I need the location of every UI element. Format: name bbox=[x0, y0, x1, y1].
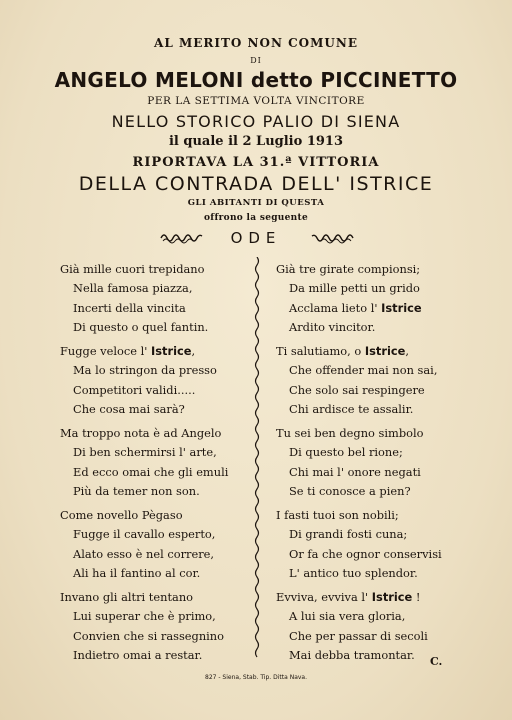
verse-line: Chi mai l' onore negati bbox=[289, 464, 421, 479]
verse-line: Già mille cuori trepidano bbox=[60, 262, 205, 276]
verse-line: Tu sei ben degno simbolo bbox=[276, 426, 424, 440]
verse-line: Ma lo stringon da presso bbox=[73, 363, 217, 378]
printer-imprint: 827 - Siena, Stab. Tip. Ditta Nava. bbox=[205, 674, 307, 681]
verse-line: Più da temer non son. bbox=[73, 483, 200, 498]
victory-count-line: PER LA SETTIMA VOLTA VINCITORE bbox=[147, 95, 365, 107]
verse-line: Di ben schermirsi l' arte, bbox=[73, 445, 217, 460]
verse-line: Evviva, evviva l' Istrice ! bbox=[276, 590, 421, 604]
verse-line: Alato esso è nel correre, bbox=[73, 546, 215, 561]
verse-line: Indietro omai a restar. bbox=[73, 647, 203, 662]
verse-line: Che cosa mai sarà? bbox=[73, 401, 185, 416]
verse-line: Che solo sai respingere bbox=[289, 382, 425, 397]
verse-line: Ma troppo nota è ad Angelo bbox=[60, 426, 222, 440]
verse-line: I fasti tuoi son nobili; bbox=[276, 508, 399, 522]
verse-line: Or fa che ognor conservisi bbox=[289, 546, 442, 561]
stanza bbox=[276, 260, 466, 342]
verse-line: Come novello Pègaso bbox=[60, 508, 183, 522]
stanza bbox=[60, 342, 260, 424]
verse-line: Da mille petti un grido bbox=[289, 281, 420, 296]
stanza bbox=[60, 506, 260, 588]
verse-line: Di questo bel rione; bbox=[289, 445, 403, 460]
stanza bbox=[276, 506, 466, 588]
left-flourish-ornament bbox=[160, 232, 204, 244]
right-flourish-ornament bbox=[310, 232, 354, 244]
victory-line: RIPORTAVA LA 31.ª VITTORIA bbox=[132, 155, 380, 170]
palio-line: NELLO STORICO PALIO DI SIENA bbox=[111, 112, 401, 131]
stanza bbox=[276, 342, 466, 424]
verse-line: Mai debba tramontar. bbox=[289, 647, 415, 662]
verse-line: L' antico tuo splendor. bbox=[289, 565, 418, 580]
verse-line: A lui sia vera gloria, bbox=[289, 609, 406, 624]
verse-line: Se ti conosce a pien? bbox=[289, 483, 411, 498]
verse-line: Convien che si rassegnino bbox=[73, 628, 225, 643]
verse-line: Che offender mai non sai, bbox=[289, 363, 438, 378]
verse-line: Fugge veloce l' Istrice, bbox=[60, 344, 196, 358]
verse-line: Di grandi fosti cuna; bbox=[289, 527, 408, 542]
verse-line: Che per passar di secoli bbox=[289, 628, 428, 643]
verse-line: Ed ecco omai che gli emuli bbox=[73, 464, 229, 479]
honoree-name: ANGELO MELONI detto PICCINETTO bbox=[54, 68, 458, 92]
verse-line: Già tre girate compionsi; bbox=[276, 262, 421, 276]
verse-line: Competitori validi..... bbox=[73, 382, 196, 397]
verse-line: Invano gli altri tentano bbox=[60, 590, 194, 604]
poem-right-column bbox=[276, 260, 466, 670]
verse-line: Nella famosa piazza, bbox=[73, 281, 193, 296]
stanza bbox=[60, 588, 260, 670]
ode-title: ODE bbox=[230, 229, 282, 247]
verse-line: Lui superar che è primo, bbox=[73, 609, 216, 624]
ode-heading bbox=[0, 229, 512, 249]
verse-line: Ti salutiamo, o Istrice, bbox=[276, 344, 409, 358]
verse-line: Chi ardisce te assalir. bbox=[289, 401, 414, 416]
date-line: il quale il 2 Luglio 1913 bbox=[168, 134, 343, 149]
inhabitants-line: GLI ABITANTI DI QUESTA bbox=[187, 198, 325, 208]
dedication-di: DI bbox=[250, 56, 262, 65]
verse-line: Fugge il cavallo esperto, bbox=[73, 527, 216, 542]
dedication-line: AL MERITO NON COMUNE bbox=[154, 36, 358, 50]
stanza bbox=[60, 260, 260, 342]
offering-line: offrono la seguente bbox=[203, 213, 309, 223]
contrada-line: DELLA CONTRADA DELL' ISTRICE bbox=[78, 173, 434, 195]
verse-line: Ardito vincitor. bbox=[289, 319, 376, 334]
verse-line: Di questo o quel fantin. bbox=[73, 319, 209, 334]
stanza bbox=[60, 424, 260, 506]
stanza bbox=[276, 424, 466, 506]
author-initial: C. bbox=[430, 655, 443, 668]
verse-line: Ali ha il fantino al cor. bbox=[73, 565, 201, 580]
verse-line: Incerti della vincita bbox=[73, 300, 186, 315]
poem-left-column bbox=[60, 260, 260, 670]
verse-line: Acclama lieto l' Istrice bbox=[289, 300, 422, 315]
